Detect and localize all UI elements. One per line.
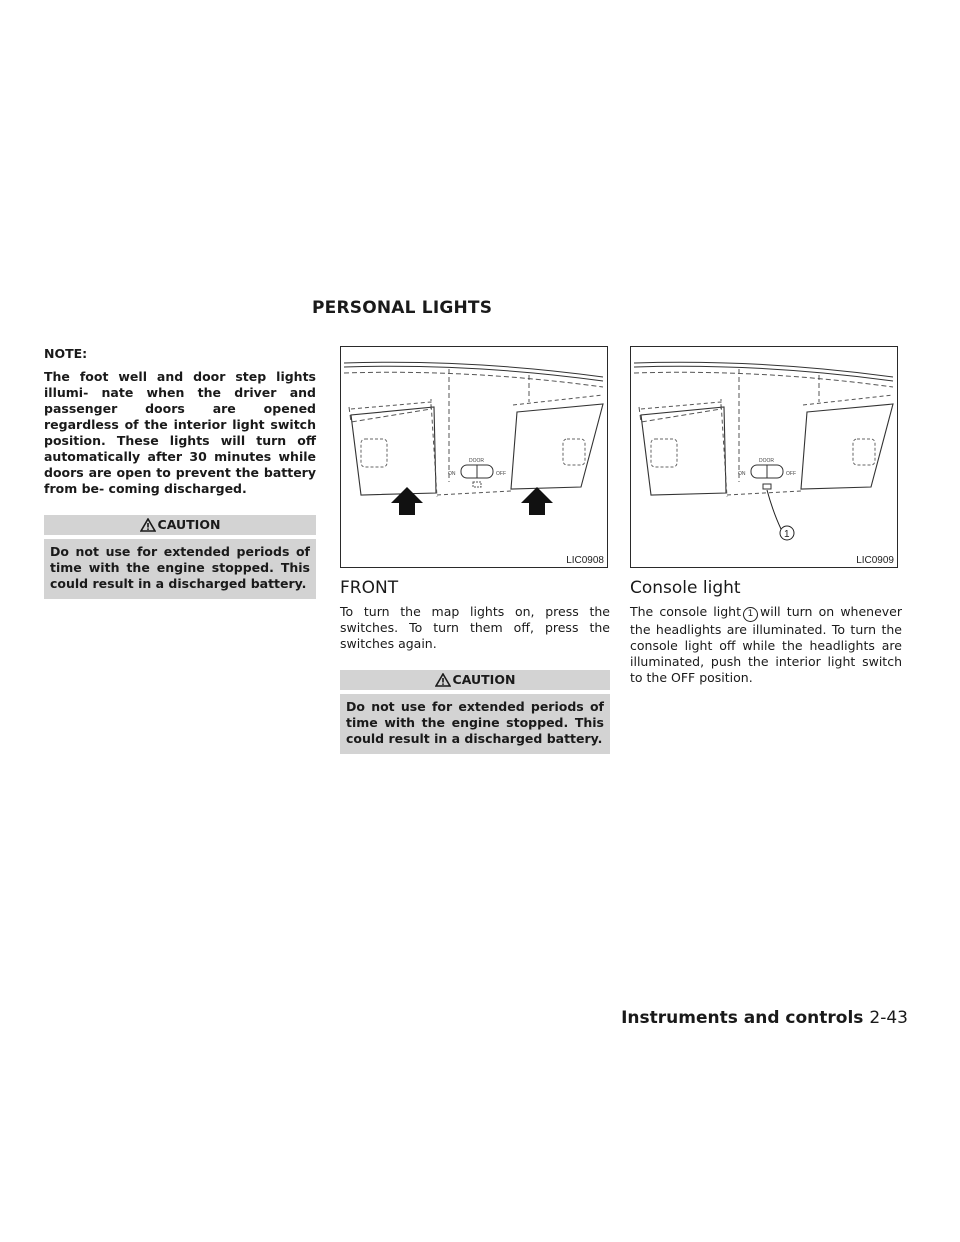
up-arrow-icon [391, 487, 423, 515]
door-label: DOOR [759, 458, 774, 464]
on-label: ON [738, 471, 746, 477]
console-light-illustration [631, 347, 897, 567]
front-overhead-console-illustration [341, 347, 607, 567]
caution-header-label: CAUTION [452, 672, 516, 687]
page-footer [621, 1008, 908, 1028]
front-figure [340, 346, 608, 568]
console-title: Console light [630, 578, 741, 598]
figure-code: LIC0908 [566, 555, 604, 566]
up-arrow-icon [521, 487, 553, 515]
figure-code: LIC0909 [856, 555, 894, 566]
section-title: PERSONAL LIGHTS [312, 298, 493, 318]
front-title: FRONT [340, 578, 399, 598]
console-body [630, 604, 902, 686]
console-figure [630, 346, 898, 568]
caution-body-left: Do not use for extended periods of time with the engine stopped. This could result in a discharged battery. [44, 539, 316, 599]
callout-number: 1 [784, 529, 790, 540]
front-body: To turn the map lights on, press the switches. To turn them off, press the switches again. [340, 604, 610, 651]
caution-triangle-icon [140, 518, 156, 532]
note-body: The foot well and door step lights illumi- nate when the driver and passenger doors are opened regardless of the interior light switch position. These lights will turn off automatically after 30 minutes while doors are open to prevent the battery from be- coming discharged. [44, 369, 316, 496]
callout-icon: 1 [743, 607, 758, 622]
middle-column [340, 346, 610, 754]
left-column [44, 346, 316, 599]
caution-header-front [340, 670, 610, 690]
caution-header-label: CAUTION [157, 517, 221, 532]
footer-section: Instruments and controls [621, 1008, 864, 1028]
door-label: DOOR [469, 458, 484, 464]
console-body-start: The console light [630, 604, 742, 619]
note-label: NOTE: [44, 346, 88, 361]
caution-triangle-icon [435, 673, 451, 687]
caution-header-left [44, 515, 316, 535]
on-label: ON [448, 471, 456, 477]
off-label: OFF [496, 471, 506, 477]
caution-body-front: Do not use for extended periods of time with the engine stopped. This could result in a discharged battery. [340, 694, 610, 754]
console-body-end: will turn on whenever the headlights are illuminated. To turn the console light off while the headlights are illuminated, push the interior light switch to the OFF position. [630, 604, 902, 685]
right-column [630, 346, 902, 686]
off-label: OFF [786, 471, 796, 477]
page-number: 2-43 [869, 1008, 908, 1028]
